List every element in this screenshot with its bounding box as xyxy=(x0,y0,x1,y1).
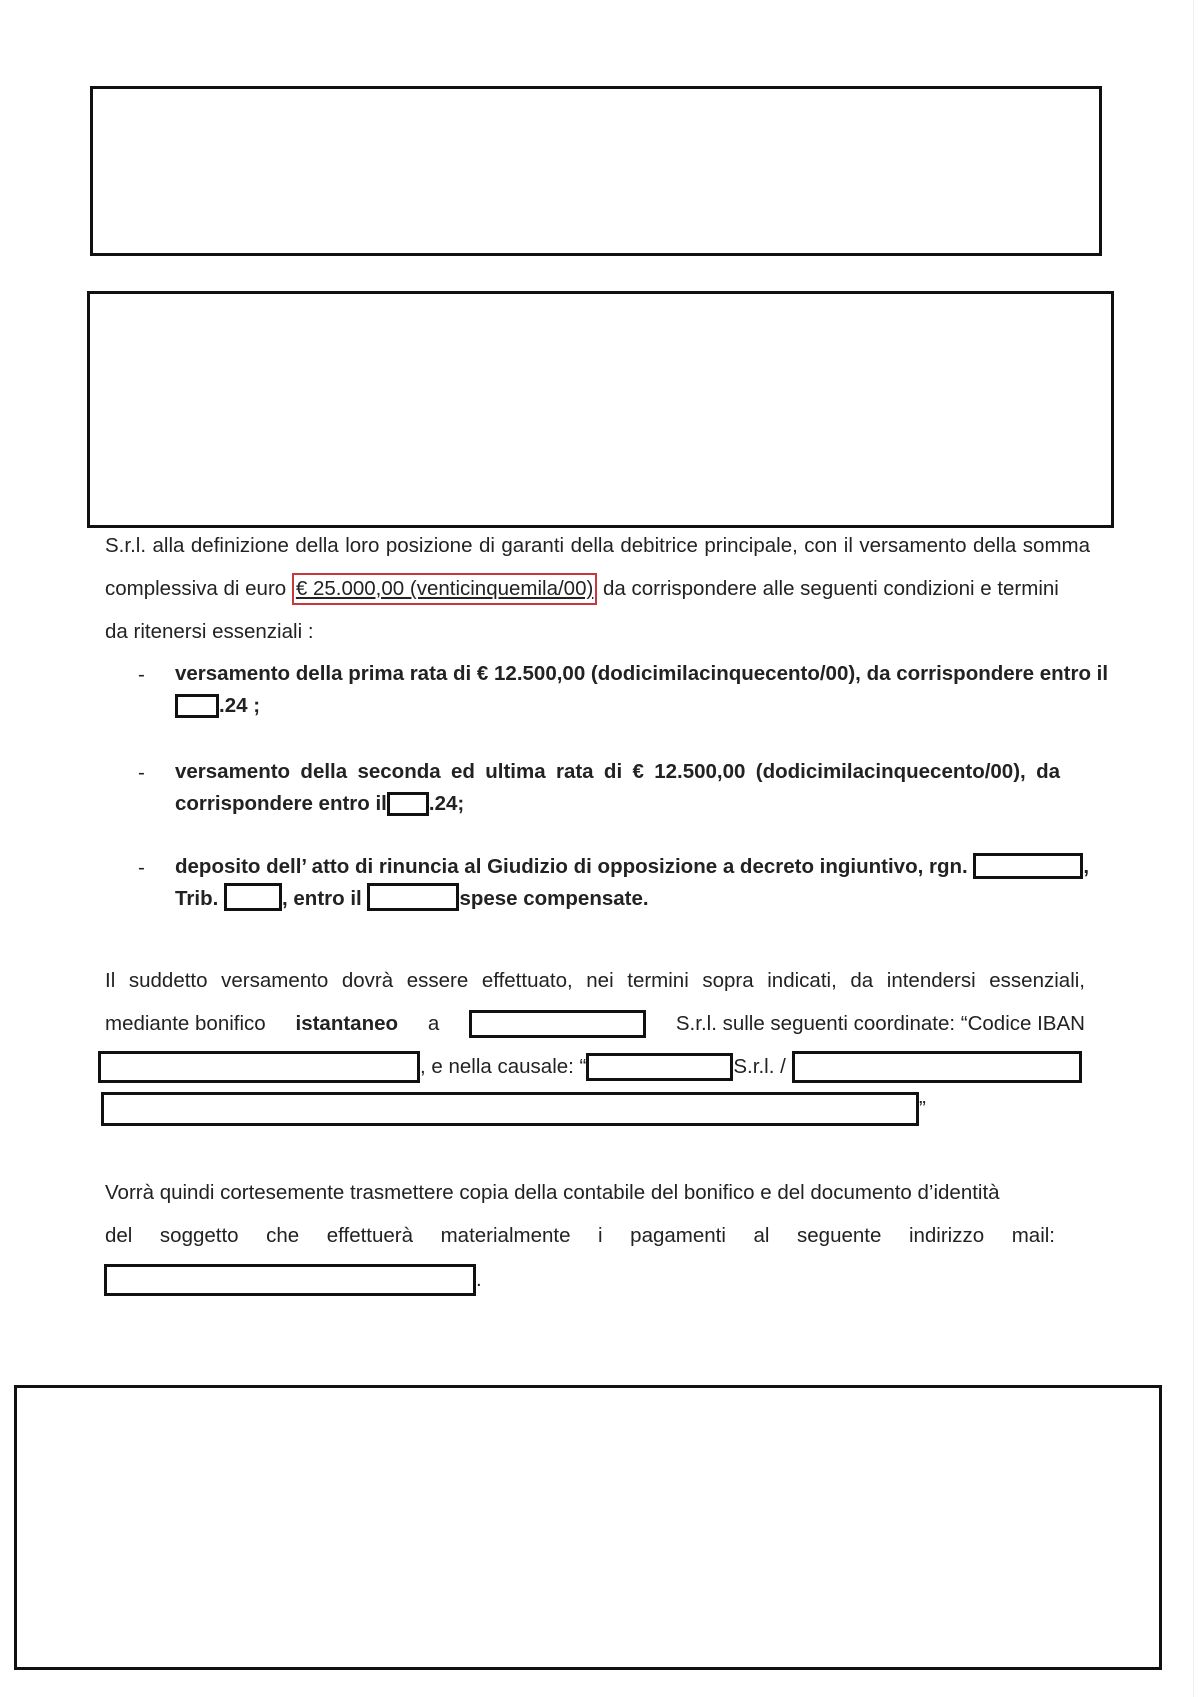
redacted-rgn xyxy=(973,853,1083,879)
bullet-item-3-line2: Trib. , entro il spese compensate. xyxy=(175,883,1089,915)
redacted-beneficiary xyxy=(469,1010,646,1038)
redacted-email xyxy=(104,1264,476,1296)
bullet-item-1 xyxy=(175,658,1108,722)
redacted-tribunal xyxy=(224,883,282,911)
bullet-dash-3: - xyxy=(138,856,145,879)
para3-line2: del soggetto che effettuerà materialmente i pagamenti al seguente indirizzo mail: xyxy=(105,1224,1055,1247)
para1-line2: complessiva di euro € 25.000,00 (venticinquemila/00) da corrispondere alle seguenti condizioni e termini xyxy=(105,567,1059,610)
para2-line3: , e nella causale: “ S.r.l. / xyxy=(98,1045,1082,1088)
para1-line1: S.r.l. alla definizione della loro posizione di garanti della debitrice principale, con il versamento della somma xyxy=(105,534,1090,557)
redacted-causale-detail xyxy=(792,1051,1082,1083)
redacted-causale-name xyxy=(586,1053,733,1081)
amount-highlight: € 25.000,00 (venticinquemila/00) xyxy=(292,573,597,605)
bullet-dash-2: - xyxy=(138,761,145,784)
bullet-item-3 xyxy=(175,851,1089,915)
redacted-deadline xyxy=(367,883,459,911)
bullet-item-2 xyxy=(175,756,1060,820)
para3-line3: . xyxy=(104,1258,482,1301)
page-edge xyxy=(1193,0,1194,1697)
redacted-causale-line xyxy=(101,1092,919,1126)
redacted-header-box xyxy=(90,86,1102,256)
para1-line3: da ritenersi essenziali : xyxy=(105,620,314,643)
bullet-item-1-line2: .24 ; xyxy=(175,690,1108,722)
bullet-item-1-line1: versamento della prima rata di € 12.500,00 (dodicimilacinquecento/00), da corrispondere entro il xyxy=(175,662,1109,685)
bullet-item-3-line1: deposito dell’ atto di rinuncia al Giudizio di opposizione a decreto ingiuntivo, rgn. , xyxy=(175,855,1090,878)
redacted-date-2 xyxy=(387,792,429,816)
para3-line1: Vorrà quindi cortesemente trasmettere copia della contabile del bonifico e del documento d’identità xyxy=(105,1181,1000,1204)
para2-line4: ” xyxy=(101,1087,926,1130)
redacted-iban xyxy=(98,1051,420,1083)
redacted-signature-box xyxy=(14,1385,1162,1670)
bullet-item-2-line1: versamento della seconda ed ultima rata di € 12.500,00 (dodicimilacinquecento/00), da xyxy=(175,760,1060,783)
para2-line1: Il suddetto versamento dovrà essere effettuato, nei termini sopra indicati, da intendersi essenziali, xyxy=(105,969,1085,992)
bullet-item-2-line2: corrispondere entro il .24; xyxy=(175,792,465,815)
redacted-date-1 xyxy=(175,694,219,718)
para2-line2: mediante bonifico istantaneo a S.r.l. sulle seguenti coordinate: “Codice IBAN xyxy=(105,1002,1085,1045)
bullet-dash-1: - xyxy=(138,663,145,686)
redacted-recipient-box xyxy=(87,291,1114,528)
